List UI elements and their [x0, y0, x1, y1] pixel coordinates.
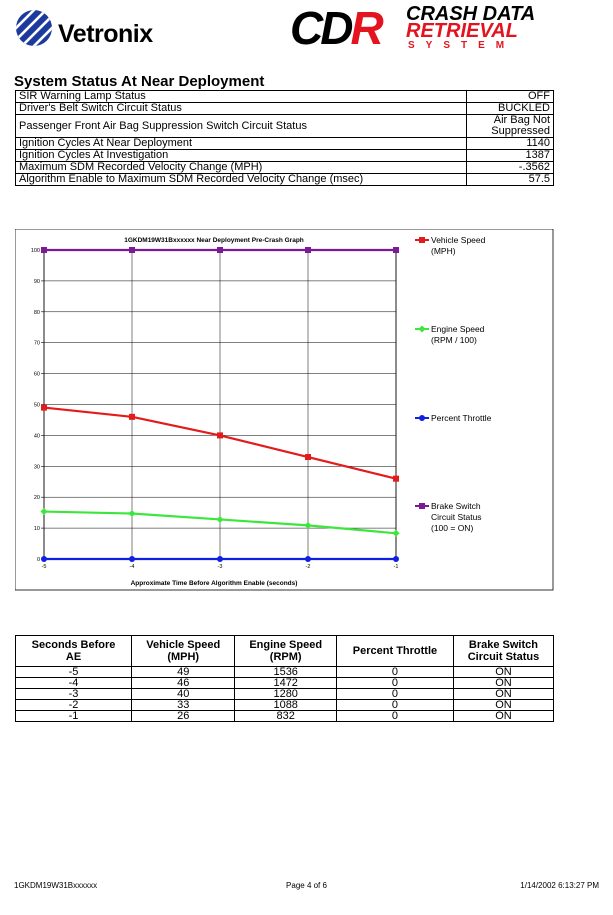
table-row	[16, 700, 554, 711]
data-point-brake-switch-circuit-status-100-on	[129, 247, 135, 253]
legend-label-brake-switch-circuit-status-100-on: Brake Switch Circuit Status (100 = ON)	[431, 501, 482, 533]
cdr-logo-line3: SYSTEM	[408, 40, 516, 51]
data-point-vehicle-speed-mph	[41, 405, 47, 411]
status-label: Ignition Cycles At Investigation	[16, 150, 467, 162]
status-label: SIR Warning Lamp Status	[16, 91, 467, 103]
x-tick-label: -5	[41, 564, 47, 570]
legend-marker-vehicle-speed-mph	[419, 237, 425, 243]
status-label: Maximum SDM Recorded Velocity Change (MPH)	[16, 162, 467, 174]
table-cell-vehicle-speed: 33	[132, 700, 235, 711]
status-row	[16, 103, 554, 115]
legend-label-vehicle-speed-mph: Vehicle Speed (MPH)	[431, 235, 486, 256]
data-table	[15, 635, 554, 722]
table-cell-vehicle-speed: 49	[132, 667, 235, 678]
status-value: -.3562	[467, 162, 554, 174]
chart-x-axis-label: Approximate Time Before Algorithm Enable (seconds)	[130, 580, 298, 587]
x-tick-label: -2	[305, 564, 311, 570]
table-cell-vehicle-speed: 26	[132, 711, 235, 722]
data-point-brake-switch-circuit-status-100-on	[217, 247, 223, 253]
cdr-logo-text: CDR	[290, 2, 381, 54]
data-point-percent-throttle	[393, 556, 399, 562]
cdr-logo	[288, 4, 553, 52]
cdr-logo-line1: CRASH DATA	[406, 3, 536, 25]
vetronix-globe-icon	[14, 6, 54, 50]
y-tick-label: 90	[33, 278, 40, 285]
status-label: Algorithm Enable to Maximum SDM Recorded Velocity Change (msec)	[16, 174, 467, 186]
status-value: 1387	[467, 150, 554, 162]
table-cell-brake-switch-status: ON	[453, 700, 553, 711]
data-point-brake-switch-circuit-status-100-on	[393, 247, 399, 253]
y-tick-label: 20	[33, 495, 40, 502]
vetronix-logo-text: Vetronix	[58, 20, 153, 48]
data-point-vehicle-speed-mph	[217, 432, 223, 438]
table-cell-engine-speed: 1280	[235, 689, 337, 700]
footer-timestamp: 1/14/2002 6:13:27 PM	[520, 881, 599, 890]
status-value: 57.5	[467, 174, 554, 186]
x-tick-label: -1	[393, 564, 399, 570]
status-value: Air Bag Not Suppressed	[467, 115, 554, 138]
table-cell-engine-speed: 1536	[235, 667, 337, 678]
x-tick-label: -3	[217, 564, 223, 570]
column-header-brake-switch-status: Brake Switch Circuit Status	[453, 636, 553, 667]
data-point-percent-throttle	[129, 556, 135, 562]
status-row	[16, 150, 554, 162]
status-value: BUCKLED	[467, 103, 554, 115]
data-point-vehicle-speed-mph	[305, 454, 311, 460]
vetronix-logo	[14, 6, 194, 50]
y-tick-label: 0	[36, 557, 40, 563]
data-point-vehicle-speed-mph	[129, 414, 135, 420]
table-cell-seconds-before-ae: -3	[16, 689, 132, 700]
status-value: OFF	[467, 91, 554, 103]
table-row	[16, 667, 554, 678]
status-row	[16, 138, 554, 150]
data-point-vehicle-speed-mph	[393, 476, 399, 482]
legend-marker-percent-throttle	[419, 415, 425, 421]
status-value: 1140	[467, 138, 554, 150]
pre-crash-chart	[15, 229, 554, 591]
table-cell-engine-speed: 1472	[235, 678, 337, 689]
status-row	[16, 174, 554, 186]
status-label: Ignition Cycles At Near Deployment	[16, 138, 467, 150]
table-cell-percent-throttle: 0	[337, 678, 454, 689]
table-cell-brake-switch-status: ON	[453, 689, 553, 700]
table-cell-vehicle-speed: 46	[132, 678, 235, 689]
y-tick-label: 30	[33, 464, 40, 471]
status-label: Passenger Front Air Bag Suppression Switch Circuit Status	[16, 115, 467, 138]
data-point-brake-switch-circuit-status-100-on	[41, 247, 47, 253]
cdr-logo-line2: RETRIEVAL	[406, 20, 518, 42]
status-table	[15, 90, 554, 186]
y-tick-label: 10	[33, 526, 40, 533]
status-row	[16, 162, 554, 174]
table-cell-brake-switch-status: ON	[453, 667, 553, 678]
legend-marker-brake-switch-circuit-status-100-on	[419, 503, 425, 509]
legend-label-percent-throttle: Percent Throttle	[431, 413, 492, 423]
column-header-vehicle-speed: Vehicle Speed (MPH)	[132, 636, 235, 667]
table-cell-seconds-before-ae: -5	[16, 667, 132, 678]
y-tick-label: 80	[33, 309, 40, 316]
column-header-seconds-before-ae: Seconds Before AE	[16, 636, 132, 667]
table-cell-brake-switch-status: ON	[453, 711, 553, 722]
status-title: System Status At Near Deployment	[14, 73, 265, 90]
table-cell-brake-switch-status: ON	[453, 678, 553, 689]
table-cell-seconds-before-ae: -1	[16, 711, 132, 722]
table-cell-percent-throttle: 0	[337, 667, 454, 678]
data-point-percent-throttle	[41, 556, 47, 562]
status-label: Driver's Belt Switch Circuit Status	[16, 103, 467, 115]
y-tick-label: 70	[33, 340, 40, 347]
data-point-percent-throttle	[305, 556, 311, 562]
legend-label-engine-speed-rpm-100: Engine Speed (RPM / 100)	[431, 324, 485, 345]
table-row	[16, 689, 554, 700]
table-cell-percent-throttle: 0	[337, 689, 454, 700]
x-tick-label: -4	[129, 564, 135, 570]
footer-vin: 1GKDM19W31Bxxxxxx	[14, 881, 98, 890]
table-cell-engine-speed: 1088	[235, 700, 337, 711]
table-cell-vehicle-speed: 40	[132, 689, 235, 700]
y-tick-label: 100	[30, 248, 40, 254]
footer-page-number: Page 4 of 6	[286, 881, 327, 890]
y-tick-label: 50	[33, 402, 40, 409]
column-header-percent-throttle: Percent Throttle	[337, 636, 454, 667]
table-cell-engine-speed: 832	[235, 711, 337, 722]
status-row	[16, 115, 554, 138]
status-row	[16, 91, 554, 103]
table-cell-seconds-before-ae: -2	[16, 700, 132, 711]
y-tick-label: 40	[33, 433, 40, 440]
table-cell-percent-throttle: 0	[337, 700, 454, 711]
column-header-engine-speed: Engine Speed (RPM)	[235, 636, 337, 667]
table-cell-seconds-before-ae: -4	[16, 678, 132, 689]
table-cell-percent-throttle: 0	[337, 711, 454, 722]
y-tick-label: 60	[33, 371, 40, 378]
chart-frame	[15, 229, 553, 590]
data-point-brake-switch-circuit-status-100-on	[305, 247, 311, 253]
table-row	[16, 678, 554, 689]
data-point-percent-throttle	[217, 556, 223, 562]
chart-title: 1GKDM19W31Bxxxxxx Near Deployment Pre-Crash Graph	[124, 237, 304, 244]
table-row	[16, 711, 554, 722]
